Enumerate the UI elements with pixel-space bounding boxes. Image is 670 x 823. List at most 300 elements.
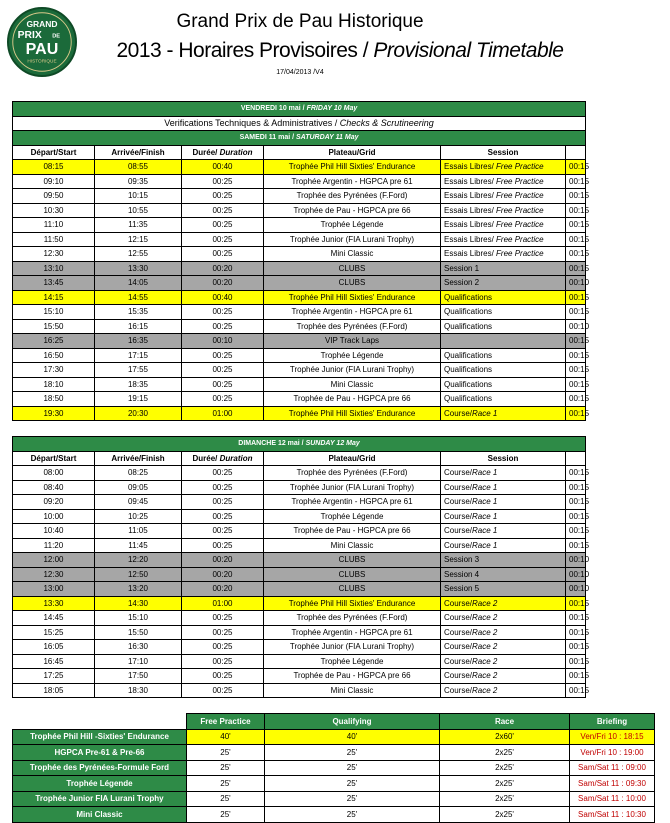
svg-text:PAU: PAU: [25, 40, 59, 59]
cell-finish: 12:20: [95, 553, 182, 568]
schedule-row: [13, 683, 586, 698]
cell-grid: Trophée des Pyrénées (F.Ford): [264, 466, 441, 481]
cell-session: Essais Libres/ Free Practice: [441, 174, 566, 189]
cell-start: 11:50: [13, 232, 95, 247]
schedule-row: [13, 174, 586, 189]
summary-col-fp: Free Practice: [187, 714, 265, 730]
cell-finish: 17:55: [95, 363, 182, 378]
cell-start: 17:25: [13, 669, 95, 684]
col-duree: Durée/ Duration: [182, 451, 264, 466]
cell-session: Essais Libres/ Free Practice: [441, 232, 566, 247]
cell-grid: CLUBS: [264, 553, 441, 568]
cell-session: Session 1: [441, 261, 566, 276]
cell-grid: Trophée Phil Hill Sixties' Endurance: [264, 406, 441, 421]
schedule-row: [13, 625, 586, 640]
cell-duration: 00:25: [182, 232, 264, 247]
cell-session: Session 2: [441, 276, 566, 291]
schedule-row: [13, 406, 586, 421]
cell-gap: 00:15: [566, 480, 586, 495]
cell-grid: Trophée Phil Hill Sixties' Endurance: [264, 290, 441, 305]
cell-session: Course/Race 2: [441, 669, 566, 684]
cell-duration: 00:25: [182, 625, 264, 640]
schedule-row: [13, 319, 586, 334]
summary-fp: 25': [187, 776, 265, 792]
cell-grid: Trophée Junior (FIA Lurani Trophy): [264, 640, 441, 655]
cell-gap: 00:10: [566, 567, 586, 582]
saturday-schedule-table: [12, 101, 590, 421]
cell-finish: 18:35: [95, 377, 182, 392]
col-gap: [566, 145, 586, 160]
cell-finish: 09:45: [95, 495, 182, 510]
schedule-row: [13, 290, 586, 305]
cell-duration: 00:25: [182, 495, 264, 510]
cell-session: Session 3: [441, 553, 566, 568]
cell-start: 11:20: [13, 538, 95, 553]
version-date: 17/04/2013 /V4: [276, 69, 324, 76]
cell-duration: 00:25: [182, 218, 264, 233]
cell-grid: Mini Classic: [264, 247, 441, 262]
cell-finish: 12:15: [95, 232, 182, 247]
schedule-row: [13, 567, 586, 582]
cell-grid: CLUBS: [264, 582, 441, 597]
cell-finish: 12:55: [95, 247, 182, 262]
cell-duration: 00:25: [182, 480, 264, 495]
cell-duration: 00:25: [182, 189, 264, 204]
cell-finish: 19:15: [95, 392, 182, 407]
cell-start: 15:25: [13, 625, 95, 640]
cell-start: 12:30: [13, 567, 95, 582]
schedule-row: [13, 348, 586, 363]
cell-gap: 00:10: [566, 276, 586, 291]
cell-gap: 00:15: [566, 495, 586, 510]
summary-grid-name: Trophée des Pyrénées-Formule Ford: [13, 760, 187, 776]
cell-finish: 16:30: [95, 640, 182, 655]
cell-session: Course/Race 2: [441, 625, 566, 640]
cell-finish: 13:20: [95, 582, 182, 597]
summary-briefing: Sam/Sat 11 : 09:00: [570, 760, 655, 776]
cell-duration: 00:25: [182, 669, 264, 684]
cell-start: 19:30: [13, 406, 95, 421]
schedule-row: [13, 596, 586, 611]
cell-session: Course/Race 2: [441, 596, 566, 611]
cell-grid: Trophée Argentin - HGPCA pre 61: [264, 305, 441, 320]
cell-gap: 00:15: [566, 363, 586, 378]
cell-finish: 09:05: [95, 480, 182, 495]
summary-q: 40': [265, 729, 440, 745]
cell-session: Qualifications: [441, 290, 566, 305]
cell-start: 08:15: [13, 160, 95, 175]
cell-start: 18:50: [13, 392, 95, 407]
col-depart: Départ/Start: [13, 451, 95, 466]
cell-duration: 00:25: [182, 305, 264, 320]
cell-grid: Trophée de Pau - HGPCA pre 66: [264, 203, 441, 218]
cell-start: 16:45: [13, 654, 95, 669]
summary-race: 2x60': [440, 729, 570, 745]
cell-gap: 00:15: [566, 596, 586, 611]
cell-finish: 16:35: [95, 334, 182, 349]
summary-corner: [13, 714, 187, 730]
cell-finish: 11:45: [95, 538, 182, 553]
cell-duration: 00:25: [182, 654, 264, 669]
schedule-row: [13, 466, 586, 481]
cell-duration: 00:20: [182, 553, 264, 568]
cell-start: 16:05: [13, 640, 95, 655]
summary-race: 2x25': [440, 791, 570, 807]
svg-text:DE: DE: [52, 33, 61, 40]
cell-session: Qualifications: [441, 392, 566, 407]
schedule-row: [13, 232, 586, 247]
cell-gap: 00:15: [566, 334, 586, 349]
cell-gap: 00:15: [566, 174, 586, 189]
cell-finish: 18:30: [95, 683, 182, 698]
cell-gap: 00:15: [566, 348, 586, 363]
summary-q: 25': [265, 745, 440, 761]
cell-start: 08:00: [13, 466, 95, 481]
cell-session: Qualifications: [441, 363, 566, 378]
svg-text:PRIX: PRIX: [17, 30, 42, 42]
cell-session: [441, 334, 566, 349]
cell-gap: 00:15: [566, 377, 586, 392]
cell-gap: 00:15: [566, 392, 586, 407]
schedule-row: [13, 334, 586, 349]
cell-grid: Trophée Phil Hill Sixties' Endurance: [264, 160, 441, 175]
schedule-row: [13, 203, 586, 218]
cell-session: Course/Race 1: [441, 466, 566, 481]
cell-gap: 00:15: [566, 538, 586, 553]
cell-finish: 12:50: [95, 567, 182, 582]
summary-col-briefing: Briefing: [570, 714, 655, 730]
cell-session: Course/Race 2: [441, 611, 566, 626]
cell-start: 08:40: [13, 480, 95, 495]
cell-grid: CLUBS: [264, 276, 441, 291]
schedule-row: [13, 582, 586, 597]
cell-session: Qualifications: [441, 319, 566, 334]
cell-grid: Trophée Argentin - HGPCA pre 61: [264, 174, 441, 189]
schedule-row: [13, 640, 586, 655]
saturday-header: SAMEDI 11 mai / SATURDAY 11 May: [13, 131, 586, 146]
summary-q: 25': [265, 807, 440, 823]
cell-start: 17:30: [13, 363, 95, 378]
cell-finish: 10:15: [95, 189, 182, 204]
cell-finish: 15:10: [95, 611, 182, 626]
cell-gap: 00:15: [566, 625, 586, 640]
summary-race: 2x25': [440, 776, 570, 792]
cell-start: 16:50: [13, 348, 95, 363]
cell-gap: 00:15: [566, 611, 586, 626]
col-session: Session: [441, 451, 566, 466]
summary-row: [13, 745, 655, 761]
cell-duration: 00:25: [182, 524, 264, 539]
summary-q: 25': [265, 760, 440, 776]
cell-session: Course/Race 1: [441, 480, 566, 495]
cell-gap: 00:10: [566, 553, 586, 568]
summary-col-race: Race: [440, 714, 570, 730]
cell-duration: 01:00: [182, 596, 264, 611]
cell-session: Course/Race 2: [441, 640, 566, 655]
cell-grid: Trophée Phil Hill Sixties' Endurance: [264, 596, 441, 611]
cell-session: Course/Race 1: [441, 406, 566, 421]
schedule-row: [13, 305, 586, 320]
cell-start: 09:20: [13, 495, 95, 510]
cell-duration: 00:25: [182, 203, 264, 218]
cell-duration: 00:20: [182, 567, 264, 582]
schedule-row: [13, 261, 586, 276]
col-depart: Départ/Start: [13, 145, 95, 160]
cell-finish: 11:35: [95, 218, 182, 233]
schedule-row: [13, 363, 586, 378]
cell-finish: 08:25: [95, 466, 182, 481]
schedule-row: [13, 189, 586, 204]
cell-session: Session 4: [441, 567, 566, 582]
summary-briefing: Ven/Fri 10 : 19:00: [570, 745, 655, 761]
cell-start: 13:00: [13, 582, 95, 597]
cell-start: 14:45: [13, 611, 95, 626]
cell-grid: Trophée Légende: [264, 654, 441, 669]
summary-col-q: Qualifying: [265, 714, 440, 730]
schedule-row: [13, 669, 586, 684]
sunday-header: DIMANCHE 12 mai / SUNDAY 12 May: [13, 437, 586, 452]
schedule-row: [13, 524, 586, 539]
cell-grid: VIP Track Laps: [264, 334, 441, 349]
cell-grid: Trophée de Pau - HGPCA pre 66: [264, 524, 441, 539]
cell-finish: 09:35: [95, 174, 182, 189]
cell-finish: 10:55: [95, 203, 182, 218]
summary-header-row: [13, 714, 655, 730]
summary-briefing: Sam/Sat 11 : 10:30: [570, 807, 655, 823]
cell-session: Qualifications: [441, 348, 566, 363]
schedule-row: [13, 218, 586, 233]
cell-start: 13:10: [13, 261, 95, 276]
cell-start: 14:15: [13, 290, 95, 305]
cell-finish: 14:55: [95, 290, 182, 305]
cell-duration: 00:25: [182, 392, 264, 407]
friday-checks: Verifications Techniques & Administratives / Checks & Scrutineering: [13, 116, 586, 131]
schedule-row: [13, 392, 586, 407]
cell-gap: 00:10: [566, 319, 586, 334]
cell-grid: Trophée Argentin - HGPCA pre 61: [264, 625, 441, 640]
cell-start: 16:25: [13, 334, 95, 349]
schedule-row: [13, 276, 586, 291]
summary-fp: 25': [187, 745, 265, 761]
cell-duration: 00:20: [182, 261, 264, 276]
cell-finish: 14:30: [95, 596, 182, 611]
page-title: Grand Prix de Pau Historique: [176, 11, 424, 32]
col-duree: Durée/ Duration: [182, 145, 264, 160]
cell-gap: 00:15: [566, 247, 586, 262]
cell-session: Essais Libres/ Free Practice: [441, 203, 566, 218]
cell-duration: 00:25: [182, 174, 264, 189]
cell-duration: 00:25: [182, 538, 264, 553]
col-plateau: Plateau/Grid: [264, 451, 441, 466]
cell-start: 18:10: [13, 377, 95, 392]
cell-finish: 14:05: [95, 276, 182, 291]
cell-grid: Trophée Junior (FIA Lurani Trophy): [264, 480, 441, 495]
cell-duration: 00:40: [182, 290, 264, 305]
summary-row: [13, 776, 655, 792]
summary-row: [13, 791, 655, 807]
cell-session: Course/Race 2: [441, 683, 566, 698]
cell-start: 15:50: [13, 319, 95, 334]
schedule-row: [13, 377, 586, 392]
svg-text:HISTORIQUE: HISTORIQUE: [27, 58, 57, 64]
summary-grid-name: Trophée Phil Hill -Sixties' Endurance: [13, 729, 187, 745]
cell-start: 10:00: [13, 509, 95, 524]
cell-start: 10:30: [13, 203, 95, 218]
cell-start: 09:50: [13, 189, 95, 204]
cell-duration: 01:00: [182, 406, 264, 421]
cell-start: 15:10: [13, 305, 95, 320]
cell-gap: 00:15: [566, 466, 586, 481]
cell-finish: 20:30: [95, 406, 182, 421]
cell-gap: 00:15: [566, 232, 586, 247]
cell-finish: 17:15: [95, 348, 182, 363]
cell-grid: Trophée des Pyrénées (F.Ford): [264, 189, 441, 204]
summary-grid-name: HGPCA Pre-61 & Pre-66: [13, 745, 187, 761]
col-arrivee: Arrivée/Finish: [95, 145, 182, 160]
cell-gap: 00:15: [566, 654, 586, 669]
cell-finish: 15:50: [95, 625, 182, 640]
cell-start: 11:10: [13, 218, 95, 233]
schedule-row: [13, 553, 586, 568]
cell-duration: 00:25: [182, 319, 264, 334]
cell-session: Course/Race 1: [441, 509, 566, 524]
cell-grid: Trophée Légende: [264, 218, 441, 233]
cell-grid: Trophée Légende: [264, 348, 441, 363]
cell-finish: 13:30: [95, 261, 182, 276]
cell-start: 10:40: [13, 524, 95, 539]
cell-session: Course/Race 1: [441, 538, 566, 553]
cell-duration: 00:25: [182, 247, 264, 262]
cell-duration: 00:25: [182, 683, 264, 698]
cell-duration: 00:10: [182, 334, 264, 349]
cell-grid: Trophée de Pau - HGPCA pre 66: [264, 669, 441, 684]
cell-grid: Trophée de Pau - HGPCA pre 66: [264, 392, 441, 407]
cell-finish: 10:25: [95, 509, 182, 524]
cell-finish: 17:10: [95, 654, 182, 669]
summary-row: [13, 807, 655, 823]
summary-row: [13, 760, 655, 776]
cell-duration: 00:25: [182, 509, 264, 524]
cell-start: 09:10: [13, 174, 95, 189]
cell-grid: Mini Classic: [264, 377, 441, 392]
cell-duration: 00:25: [182, 348, 264, 363]
cell-grid: Trophée des Pyrénées (F.Ford): [264, 611, 441, 626]
schedule-row: [13, 611, 586, 626]
schedule-row: [13, 495, 586, 510]
cell-session: Course/Race 1: [441, 524, 566, 539]
summary-fp: 40': [187, 729, 265, 745]
schedule-row: [13, 480, 586, 495]
cell-gap: 00:15: [566, 683, 586, 698]
schedule-row: [13, 160, 586, 175]
summary-grid-name: Trophée Légende: [13, 776, 187, 792]
cell-grid: Trophée des Pyrénées (F.Ford): [264, 319, 441, 334]
summary-row: [13, 729, 655, 745]
summary-table: [12, 713, 655, 823]
col-plateau: Plateau/Grid: [264, 145, 441, 160]
cell-duration: 00:20: [182, 276, 264, 291]
summary-briefing: Ven/Fri 10 : 18:15: [570, 729, 655, 745]
col-session: Session: [441, 145, 566, 160]
summary-race: 2x25': [440, 807, 570, 823]
cell-gap: 00:10: [566, 582, 586, 597]
cell-session: Qualifications: [441, 305, 566, 320]
cell-grid: Trophée Légende: [264, 509, 441, 524]
summary-fp: 25': [187, 807, 265, 823]
col-gap: [566, 451, 586, 466]
cell-session: Essais Libres/ Free Practice: [441, 218, 566, 233]
cell-gap: 00:15: [566, 305, 586, 320]
cell-session: Essais Libres/ Free Practice: [441, 160, 566, 175]
cell-duration: 00:40: [182, 160, 264, 175]
summary-briefing: Sam/Sat 11 : 09:30: [570, 776, 655, 792]
cell-session: Session 5: [441, 582, 566, 597]
cell-session: Essais Libres/ Free Practice: [441, 189, 566, 204]
schedule-row: [13, 509, 586, 524]
cell-grid: Trophée Junior (FIA Lurani Trophy): [264, 363, 441, 378]
cell-gap: 00:15: [566, 160, 586, 175]
summary-race: 2x25': [440, 745, 570, 761]
summary-grid-name: Mini Classic: [13, 807, 187, 823]
cell-finish: 15:35: [95, 305, 182, 320]
sunday-schedule-table: [12, 436, 590, 698]
cell-start: 18:05: [13, 683, 95, 698]
cell-session: Qualifications: [441, 377, 566, 392]
schedule-row: [13, 538, 586, 553]
column-header-row: [13, 451, 586, 466]
summary-fp: 25': [187, 760, 265, 776]
cell-finish: 16:15: [95, 319, 182, 334]
col-arrivee: Arrivée/Finish: [95, 451, 182, 466]
cell-finish: 11:05: [95, 524, 182, 539]
cell-session: Course/Race 2: [441, 654, 566, 669]
cell-gap: 00:15: [566, 640, 586, 655]
cell-finish: 08:55: [95, 160, 182, 175]
cell-session: Essais Libres/ Free Practice: [441, 247, 566, 262]
cell-start: 13:30: [13, 596, 95, 611]
schedule-row: [13, 247, 586, 262]
cell-gap: 00:15: [566, 669, 586, 684]
cell-gap: 00:15: [566, 218, 586, 233]
cell-gap: 00:15: [566, 509, 586, 524]
cell-grid: CLUBS: [264, 261, 441, 276]
column-header-row: [13, 145, 586, 160]
cell-duration: 00:25: [182, 611, 264, 626]
cell-gap: 00:15: [566, 524, 586, 539]
cell-gap: 00:15: [566, 203, 586, 218]
cell-grid: CLUBS: [264, 567, 441, 582]
friday-header: VENDREDI 10 mai / FRIDAY 10 May: [13, 102, 586, 117]
cell-duration: 00:25: [182, 640, 264, 655]
cell-duration: 00:25: [182, 377, 264, 392]
summary-q: 25': [265, 776, 440, 792]
summary-fp: 25': [187, 791, 265, 807]
svg-text:GRAND: GRAND: [26, 18, 58, 29]
cell-duration: 00:25: [182, 363, 264, 378]
summary-briefing: Sam/Sat 11 : 10:00: [570, 791, 655, 807]
cell-gap: 00:15: [566, 290, 586, 305]
summary-grid-name: Trophée Junior FIA Lurani Trophy: [13, 791, 187, 807]
summary-q: 25': [265, 791, 440, 807]
cell-finish: 17:50: [95, 669, 182, 684]
cell-gap: 00:15: [566, 406, 586, 421]
page-subtitle: 2013 - Horaires Provisoires / Provisional Timetable: [116, 39, 564, 62]
schedule-row: [13, 654, 586, 669]
cell-duration: 00:25: [182, 466, 264, 481]
cell-session: Course/Race 1: [441, 495, 566, 510]
cell-start: 12:30: [13, 247, 95, 262]
summary-race: 2x25': [440, 760, 570, 776]
